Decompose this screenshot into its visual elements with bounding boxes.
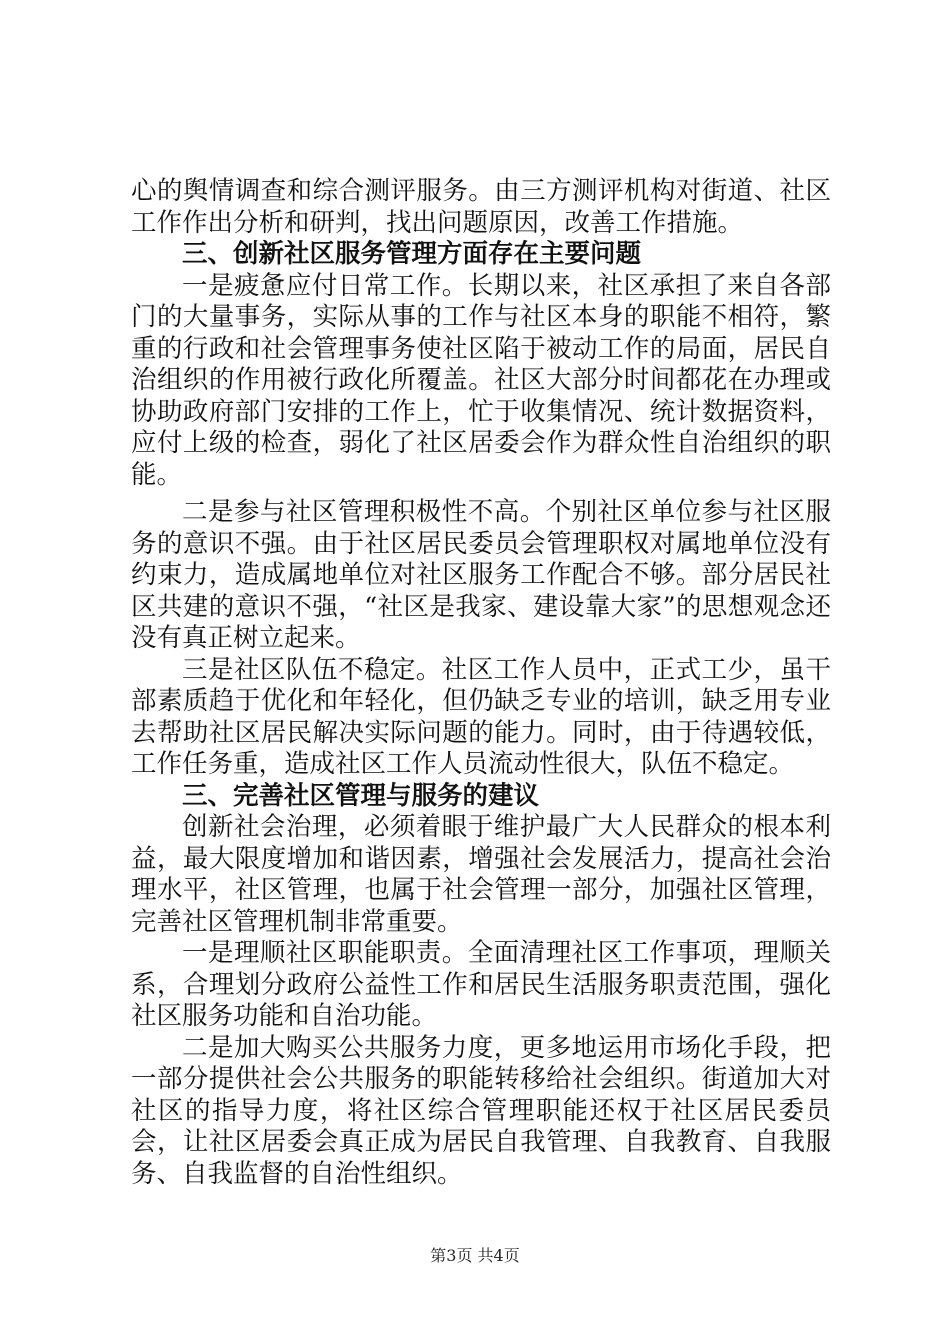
paragraph-continuation: 心的舆情调查和综合测评服务。由三方测评机构对街道、社区工作作出分析和研判，找出问题原因，改善工作措施。	[131, 176, 831, 238]
page-number-footer: 第3页 共4页	[430, 1246, 520, 1265]
section-heading-suggestions: 三、完善社区管理与服务的建议	[182, 780, 540, 811]
document-body	[131, 176, 831, 1190]
section-heading-problems: 三、创新社区服务管理方面存在主要问题	[182, 239, 642, 269]
paragraph-problem-3: 三是社区队伍不稳定。社区工作人员中，正式工少，虽干部素质趋于优化和年轻化，但仍缺乏专业的培训，缺乏用专业去帮助社区居民解决实际问题的能力。同时，由于待遇较低，工作任务重，造成社区工作人员流动性很大，队伍不稳定。	[131, 654, 831, 779]
paragraph-problem-1: 一是疲惫应付日常工作。长期以来，社区承担了来自各部门的大量事务，实际从事的工作与社区本身的职能不相符，繁重的行政和社会管理事务使社区陷于被动工作的局面，居民自治组织的作用被行政化所覆盖。社区大部分时间都花在办理或协助政府部门安排的工作上，忙于收集情况、统计数据资料，应付上级的检查，弱化了社区居委会作为群众性自治组织的职能。	[131, 270, 831, 490]
paragraph-suggestion-intro: 创新社会治理，必须着眼于维护最广大人民群众的根本利益，最大限度增加和谐因素，增强社会发展活力，提高社会治理水平，社区管理，也属于社会管理一部分，加强社区管理，完善社区管理机制非常重要。	[131, 812, 831, 937]
paragraph-suggestion-2: 二是加大购买公共服务力度，更多地运用市场化手段，把一部分提供社会公共服务的职能转移给社会组织。街道加大对社区的指导力度，将社区综合管理职能还权于社区居民委员会，让社区居委会真正成为居民自我管理、自我教育、自我服务、自我监督的自治性组织。	[131, 1032, 831, 1189]
paragraph-suggestion-1: 一是理顺社区职能职责。全面清理社区工作事项，理顺关系，合理划分政府公益性工作和居民生活服务职责范围，强化社区服务功能和自治功能。	[131, 938, 831, 1031]
paragraph-problem-2: 二是参与社区管理积极性不高。个别社区单位参与社区服务的意识不强。由于社区居民委员会管理职权对属地单位没有约束力，造成属地单位对社区服务工作配合不够。部分居民社区共建的意识不强，“社区是我家、建设靠大家”的思想观念还没有真正树立起来。	[131, 497, 831, 653]
